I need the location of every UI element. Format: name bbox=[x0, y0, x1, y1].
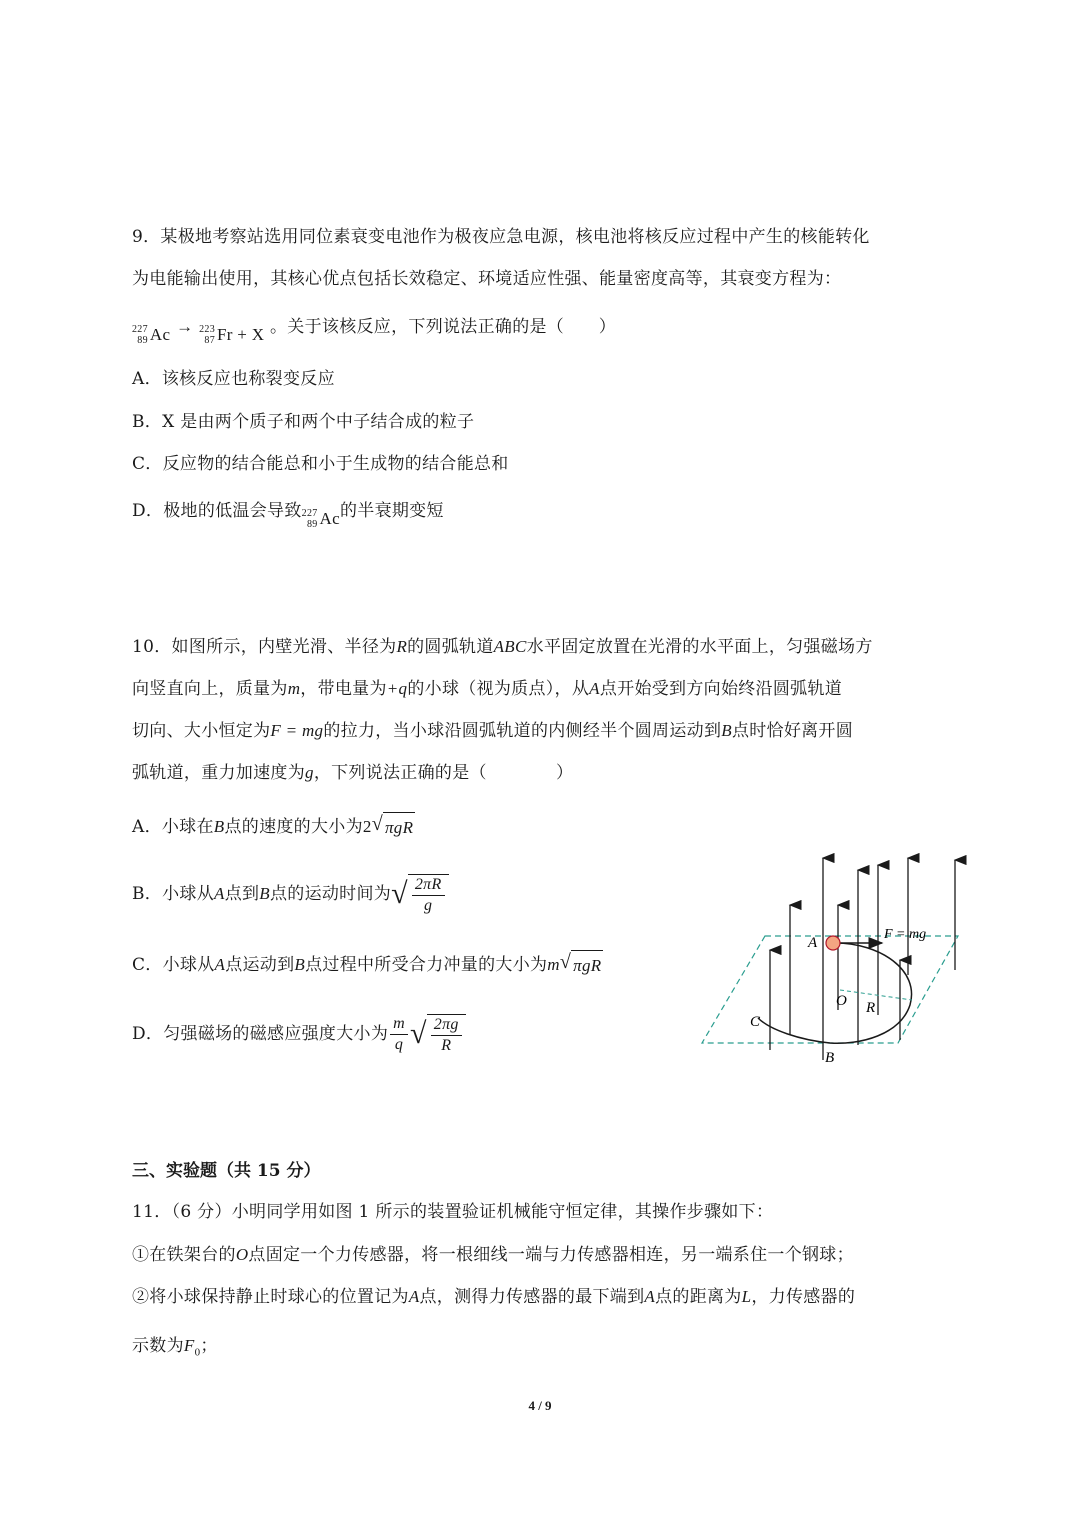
q11-step1: ①在铁架台的O点固定一个力传感器，将一根细线一端与力传感器相连，另一端系住一个钢球； bbox=[132, 1245, 854, 1265]
section-title: 三、实验题（共 15 分） bbox=[132, 1161, 321, 1181]
q9-line3: 227 89 Ac → 223 87 Fr + X 。关于该核反应，下列说法正确的是（ ） bbox=[132, 317, 616, 346]
label-o: O bbox=[836, 993, 847, 1009]
q10-line1: 10．如图所示，内壁光滑、半径为R的圆弧轨道ABC水平固定放置在光滑的水平面上，匀强磁场方 bbox=[132, 637, 873, 657]
q9-option-b: B．X 是由两个质子和两个中子结合成的粒子 bbox=[132, 412, 475, 432]
label-f: F = mg bbox=[884, 927, 927, 942]
q10-line3: 切向、大小恒定为F = mg的拉力，当小球沿圆弧轨道的内侧经半个圆周运动到B点时恰好离开圆 bbox=[132, 721, 854, 741]
radius-line bbox=[840, 990, 912, 1000]
q10-line4: 弧轨道，重力加速度为g，下列说法正确的是（ ） bbox=[132, 763, 574, 783]
q10-option-d: D．匀强磁场的磁感应强度大小为 $\frac{m}{q}$ √ $\frac{2\pi g}{R}$ bbox=[132, 1008, 466, 1060]
q10-option-c: C．小球从A点运动到B点过程中所受合力冲量的大小为m √ πgR bbox=[132, 950, 603, 981]
q10-option-a: A．小球在B点的速度的大小为2 √ πgR bbox=[132, 812, 415, 843]
q11-line1: 11．（6 分）小明同学用如图 1 所示的装置验证机械能守恒定律，其操作步骤如下： bbox=[132, 1202, 774, 1222]
magnetic-field-arrows bbox=[770, 858, 955, 1060]
label-c: C bbox=[750, 1014, 761, 1030]
q9-line2: 为电能输出使用，其核心优点包括长效稳定、环境适应性强、能量密度高等，其衰变方程为： bbox=[132, 269, 842, 289]
q9-option-c: C．反应物的结合能总和小于生成物的结合能总和 bbox=[132, 454, 509, 474]
label-a: A bbox=[808, 935, 818, 951]
nuclide-fr: 223 87 Fr + X bbox=[199, 324, 265, 346]
label-b: B bbox=[825, 1050, 835, 1066]
arrow: → bbox=[176, 317, 194, 336]
nuclide-ac: 227 89 Ac bbox=[132, 324, 171, 346]
ball bbox=[826, 936, 840, 950]
plane-outline bbox=[702, 936, 958, 1043]
q11-step2: ②将小球保持静止时球心的位置记为A点，测得力传感器的最下端到A点的距离为L，力传感器的 bbox=[132, 1287, 856, 1307]
arc-track bbox=[758, 943, 912, 1043]
page-number: 4 / 9 bbox=[528, 1398, 552, 1413]
q10-option-b: B．小球从A点到B点的运动时间为 √ $\frac{2\pi R}{g}$ bbox=[132, 868, 449, 920]
q10-figure bbox=[690, 850, 980, 1070]
q10-line2: 向竖直向上，质量为m，带电量为+q的小球（视为质点），从A点开始受到方向始终沿圆弧轨道 bbox=[132, 679, 843, 699]
q11-step3: 示数为$F_0$； bbox=[132, 1336, 218, 1359]
label-r: R bbox=[866, 1000, 876, 1016]
q9-option-d: D．极地的低温会导致 227 89 Ac 的半衰期变短 bbox=[132, 501, 444, 530]
q9-line1: 9．某极地考察站选用同位素衰变电池作为极夜应急电源，核电池将核反应过程中产生的核能转化 bbox=[132, 227, 870, 247]
q9-option-a: A．该核反应也称裂变反应 bbox=[132, 369, 335, 389]
